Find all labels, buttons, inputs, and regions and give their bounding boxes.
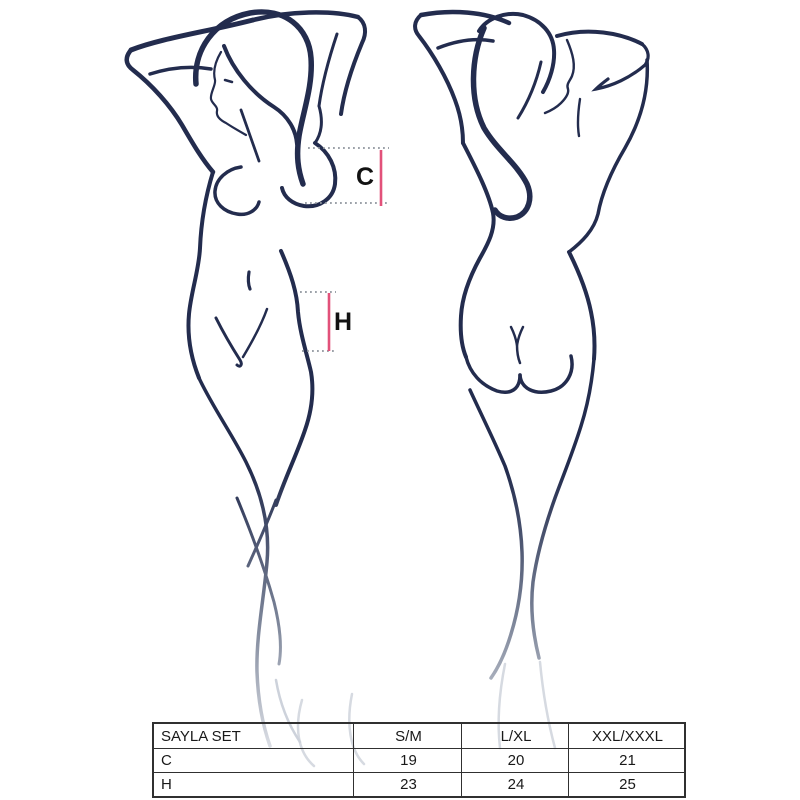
back-ponytail bbox=[473, 28, 529, 218]
back-left-forearm-inner bbox=[438, 40, 493, 48]
size-table-header-row bbox=[153, 723, 685, 749]
back-right-contour bbox=[569, 252, 595, 359]
hip-marker bbox=[300, 292, 352, 351]
chest-row-label: C bbox=[153, 749, 354, 773]
front-left-contour bbox=[188, 172, 213, 378]
back-right-buttock bbox=[520, 356, 572, 392]
back-left-contour bbox=[461, 143, 494, 357]
chest-value-xxl: 21 bbox=[569, 749, 686, 773]
front-hair-outline bbox=[196, 12, 312, 184]
front-right-contour bbox=[276, 251, 312, 505]
hip-value-sm: 23 bbox=[354, 773, 462, 798]
back-left-arm-outer bbox=[415, 15, 463, 143]
size-table-header-sm: S/M bbox=[354, 723, 462, 749]
back-left-buttock bbox=[466, 357, 520, 392]
chest-value-sm: 19 bbox=[354, 749, 462, 773]
front-right-arm-outer bbox=[341, 17, 365, 114]
back-right-arm-outer bbox=[569, 60, 647, 252]
back-left-arm-top bbox=[421, 12, 509, 23]
back-figure bbox=[415, 12, 648, 748]
front-left-breast bbox=[215, 167, 259, 214]
front-left-arm-top bbox=[131, 20, 253, 50]
back-hair-strand bbox=[518, 62, 541, 118]
front-eye bbox=[225, 80, 232, 82]
size-table-row-hip bbox=[153, 773, 685, 798]
hip-marker-label: H bbox=[334, 308, 353, 336]
size-table-product-name: SAYLA SET bbox=[153, 723, 354, 749]
size-table-header-lxl: L/XL bbox=[462, 723, 569, 749]
back-head-outline bbox=[479, 14, 554, 92]
front-groin-left bbox=[216, 318, 241, 366]
hip-row-label: H bbox=[153, 773, 354, 798]
chest-value-lxl: 20 bbox=[462, 749, 569, 773]
front-leg-outer bbox=[199, 378, 270, 746]
front-neck-line bbox=[241, 110, 259, 161]
back-left-leg bbox=[470, 390, 522, 678]
back-right-forearm bbox=[596, 44, 648, 89]
front-groin-right bbox=[243, 309, 267, 357]
back-right-arm-top bbox=[557, 32, 642, 44]
back-shoulder-inner bbox=[578, 99, 580, 136]
hip-value-xxl: 25 bbox=[569, 773, 686, 798]
front-figure bbox=[127, 12, 365, 766]
size-table-row-chest bbox=[153, 749, 685, 773]
back-buttock-crease-left bbox=[511, 327, 517, 345]
front-right-breast bbox=[282, 143, 335, 206]
size-table bbox=[152, 722, 686, 798]
front-left-forearm-inner bbox=[150, 67, 211, 74]
hip-value-lxl: 24 bbox=[462, 773, 569, 798]
back-buttock-crease-right bbox=[517, 327, 523, 363]
front-right-armpit bbox=[315, 106, 321, 143]
front-navel bbox=[248, 272, 250, 289]
chest-marker bbox=[305, 148, 389, 206]
front-right-forearm-inner bbox=[319, 34, 337, 106]
front-face-profile bbox=[211, 52, 246, 135]
back-right-leg bbox=[532, 359, 594, 658]
size-table-header-xxl: XXL/XXXL bbox=[569, 723, 686, 749]
chest-marker-label: C bbox=[356, 163, 375, 191]
